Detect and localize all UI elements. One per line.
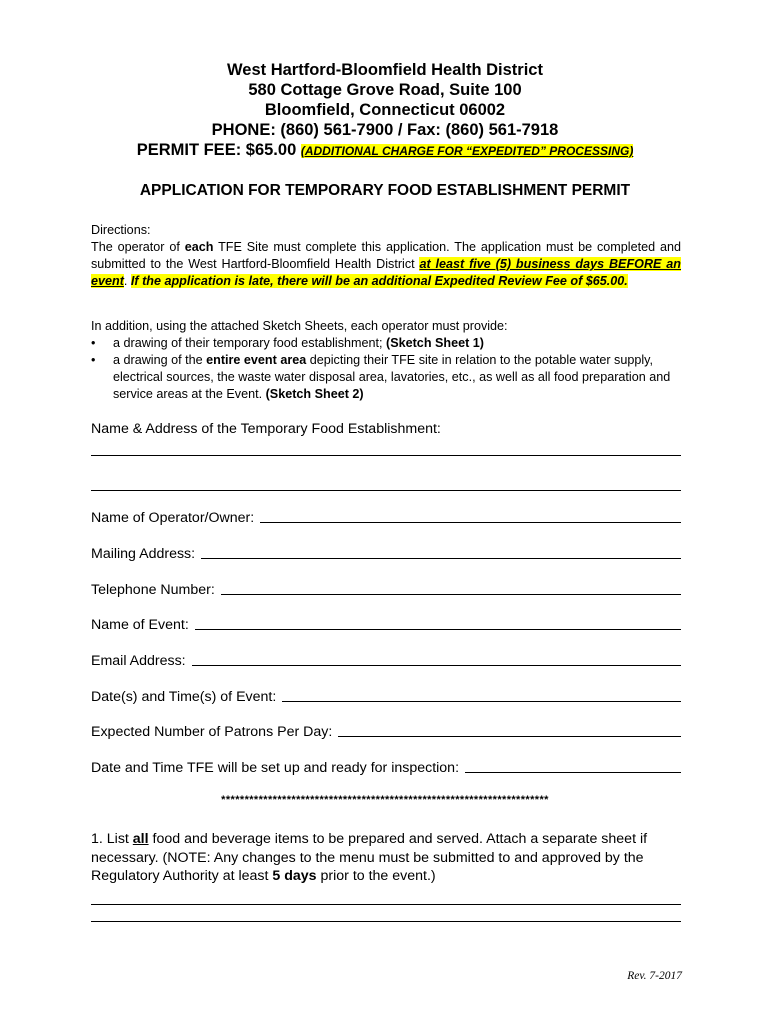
list-item-emphasis: (Sketch Sheet 1) [386,336,484,350]
patrons-row [91,724,681,740]
expedited-fee-note: (ADDITIONAL CHARGE FOR “EXPEDITED” PROCESSING) [300,144,634,158]
patrons-label: Expected Number of Patrons Per Day: [91,724,333,740]
directions-paragraph [91,239,681,290]
list-item [113,352,686,403]
question-text: food and beverage items to be prepared and served. Attach a separate sheet if necessary. (NOTE: Any changes to the menu must be submitted to and approved by the Regulatory Authority at least [91,831,648,884]
operator-label: Name of Operator/Owner: [91,510,255,526]
permit-fee-line [0,140,770,161]
question-emphasis: all [132,831,149,847]
directions-section [91,222,681,290]
list-item-text: depicting their TFE site in relation to the potable water supply, electrical sources, the waste water disposal area, lavatories, etc., as well as all food preparation and service areas at the Event. [113,353,671,401]
list-item-text: a drawing of their temporary food establishment; [113,336,387,350]
mailing-label: Mailing Address: [91,546,196,562]
list-item-text: a drawing of the [113,353,207,367]
org-address-line1: 580 Cottage Grove Road, Suite 100 [248,81,522,99]
permit-fee: PERMIT FEE: $65.00 [136,141,297,159]
dates-label: Date(s) and Time(s) of Event: [91,689,277,705]
directions-text: TFE Site must complete this application. The application must be completed and submitted to the West Hartford-Bloomfield Health District [91,240,681,271]
question-text: 1. List [91,831,133,847]
establishment-name-address-field[interactable] [91,455,681,456]
list-item-emphasis: entire event area [206,353,307,367]
email-label: Email Address: [91,653,186,669]
directions-emphasis: each [184,240,214,254]
sketch-intro: In addition, using the attached Sketch Sheets, each operator must provide: [91,319,508,333]
event-label: Name of Event: [91,617,189,633]
operator-field[interactable] [260,521,681,523]
mailing-field[interactable] [201,557,681,559]
section-separator: ********************************************************************** [221,794,549,806]
dates-field[interactable] [282,700,681,702]
operator-row [91,510,681,526]
establishment-name-address-label: Name & Address of the Temporary Food Establishment: [91,421,441,437]
list-item [113,335,686,352]
sketch-requirements [91,318,686,403]
directions-text: . [123,274,131,288]
list-item-emphasis: (Sketch Sheet 2) [265,387,364,401]
setup-row [91,760,681,776]
menu-items-field[interactable] [91,904,681,905]
email-field[interactable] [192,664,681,666]
email-row [91,653,681,669]
question-1 [91,830,681,886]
letterhead [0,60,770,161]
late-fee-highlight: If the application is late, there will be an additional Expedited Review Fee of $65.00. [130,274,628,288]
patrons-field[interactable] [338,735,681,737]
org-address-line2: Bloomfield, Connecticut 06002 [264,101,506,119]
menu-items-field-2[interactable] [91,921,681,922]
revision-label: Rev. 7-2017 [627,970,682,982]
event-row [91,617,681,633]
setup-field[interactable] [465,771,681,773]
event-field[interactable] [195,628,681,630]
mailing-row [91,546,681,562]
dates-row [91,689,681,705]
setup-label: Date and Time TFE will be set up and ready for inspection: [91,760,460,776]
org-name: West Hartford-Bloomfield Health District [227,61,543,79]
sketch-list [91,335,686,403]
question-emphasis: 5 days [272,868,317,884]
directions-text: The operator of [91,240,185,254]
establishment-name-address-field-2[interactable] [91,490,681,491]
telephone-label: Telephone Number: [91,582,215,598]
deadline-highlight: at least five (5) business days BEFORE an event [91,257,681,288]
telephone-row [91,582,681,598]
question-text: prior to the event.) [316,868,436,884]
org-phone-fax: PHONE: (860) 561-7900 / Fax: (860) 561-7918 [211,121,559,139]
page-title: APPLICATION FOR TEMPORARY FOOD ESTABLISHMENT PERMIT [139,182,631,199]
directions-heading: Directions: [91,223,151,237]
telephone-field[interactable] [221,593,681,595]
